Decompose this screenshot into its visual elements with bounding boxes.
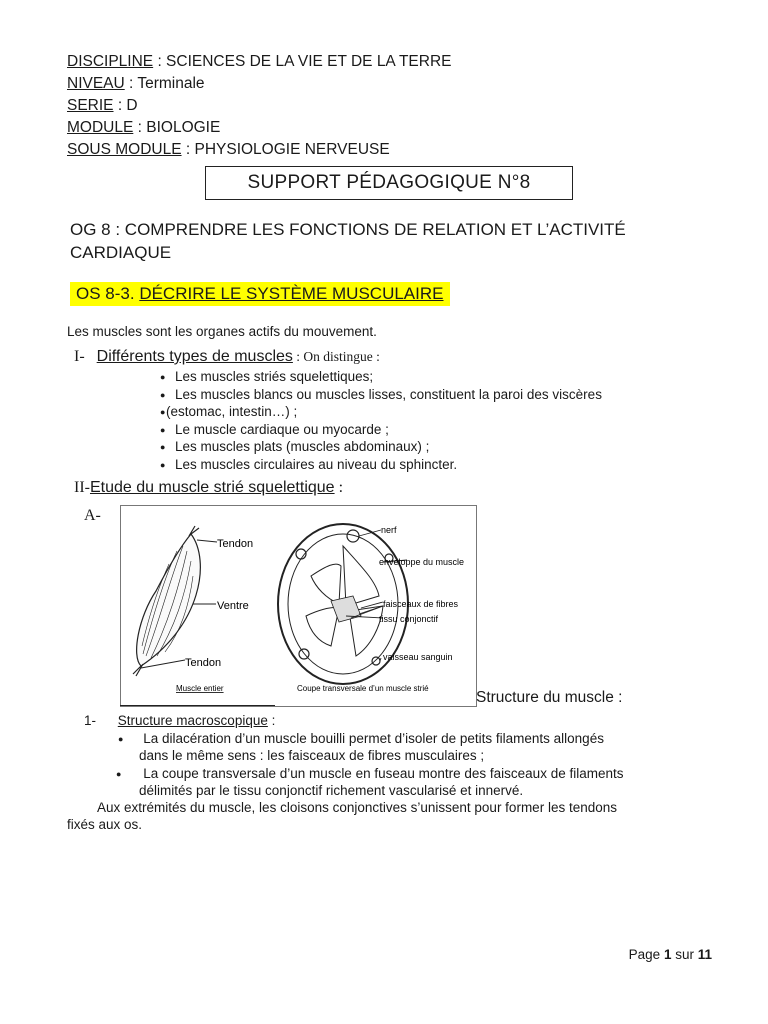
whole-muscle-drawing	[133, 526, 200, 676]
macro-num: 1-	[84, 713, 97, 728]
ventre-label: Ventre	[217, 600, 249, 612]
section2-suffix: :	[334, 479, 344, 496]
section2-title: Etude du muscle strié squelettique	[89, 479, 335, 496]
section1-num: I-	[74, 348, 85, 365]
sub-a-label: A-	[84, 507, 101, 524]
serie-key: SERIE	[67, 97, 114, 114]
niveau-value: : Terminale	[124, 75, 205, 92]
muscle-types-list	[160, 368, 720, 473]
macro-title: Structure macroscopique	[117, 713, 268, 728]
list-item: ● Les muscles circulaires au niveau du sphincter.	[160, 456, 720, 474]
macro-item-2-text: La coupe transversale d’un muscle en fuseau montre des faisceaux de filaments	[143, 766, 624, 781]
tendon-top-label: Tendon	[217, 538, 254, 550]
current-page: 1	[663, 947, 672, 962]
module-value: : BIOLOGIE	[133, 119, 221, 136]
macro-suffix: :	[267, 713, 276, 728]
macro-paragraph-line2: fixés aux os.	[67, 817, 143, 832]
tendon-bottom-label: Tendon	[185, 657, 222, 669]
figure-underline	[120, 705, 275, 706]
sous-module-value: : PHYSIOLOGIE NERVEUSE	[181, 141, 390, 158]
muscle-structure-figure	[120, 505, 477, 707]
section1-title: Différents types de muscles	[96, 348, 293, 365]
os-title-text: DÉCRIRE LE SYSTÈME MUSCULAIRE	[139, 284, 444, 303]
intro-text: Les muscles sont les organes actifs du mouvement.	[67, 324, 377, 339]
discipline-value: : SCIENCES DE LA VIE ET DE LA TERRE	[153, 53, 452, 70]
enveloppe-label: enveloppe du muscle	[379, 557, 465, 567]
vaisseau-label: vaisseau sanguin	[383, 652, 453, 662]
faisceaux-label: faisceaux de fibres	[383, 599, 459, 609]
sous-module-line	[67, 139, 390, 161]
list-item: ● Les muscles plats (muscles abdominaux) ;	[160, 438, 720, 456]
og-title: OG 8 : COMPRENDRE LES FONCTIONS DE RELATION ET L’ACTIVITÉ CARDIAQUE	[70, 220, 626, 262]
bullet: ●	[116, 769, 122, 779]
total-pages: 11	[697, 947, 712, 962]
os-prefix: OS 8-3.	[76, 284, 140, 303]
serie-value: : D	[113, 97, 138, 114]
list-item: ● Les muscles striés squelettiques;	[160, 368, 720, 386]
os-title	[70, 282, 450, 306]
list-item-continuation: ● (estomac, intestin…) ;	[160, 403, 720, 421]
macro-item-1-text: La dilacération d’un muscle bouilli permet d’isoler de petits filaments allongés	[143, 731, 604, 746]
section1-suffix: : On distingue :	[292, 349, 380, 364]
serie-line	[67, 95, 138, 117]
list-item: ● Le muscle cardiaque ou myocarde ;	[160, 421, 720, 439]
support-title-box: SUPPORT PÉDAGOGIQUE N°8	[205, 166, 573, 200]
section2-num: II-	[74, 479, 90, 496]
figure-caption: Structure du muscle :	[476, 689, 623, 706]
discipline-line	[67, 51, 451, 73]
muscle-entier-label: Muscle entier	[176, 684, 224, 693]
macro-heading	[84, 712, 275, 729]
section2-heading	[74, 479, 343, 497]
discipline-key: DISCIPLINE	[67, 53, 154, 70]
section1-heading	[74, 348, 380, 366]
macro-item-1-cont: dans le même sens : les faisceaux de fibres musculaires ;	[139, 748, 485, 763]
page-number: Page 1 sur 11	[628, 947, 712, 962]
tissu-label: tissu conjonctif	[379, 614, 439, 624]
module-key: MODULE	[67, 119, 134, 136]
module-line	[67, 117, 220, 139]
coupe-label: Coupe transversale d’un muscle strié	[297, 684, 429, 693]
bullet: ●	[118, 734, 124, 744]
nerf-label: nerf	[381, 525, 397, 535]
sous-module-key: SOUS MODULE	[67, 141, 182, 158]
muscle-diagram	[121, 506, 476, 706]
niveau-key: NIVEAU	[67, 75, 125, 92]
niveau-line	[67, 73, 205, 95]
list-item: ● Les muscles blancs ou muscles lisses, constituent la paroi des viscères	[160, 386, 720, 404]
macro-paragraph-line1: Aux extrémités du muscle, les cloisons conjonctives s’unissent pour former les tendons	[97, 800, 617, 815]
macro-item-2-cont: délimités par le tissu conjonctif richement vascularisé et innervé.	[139, 783, 524, 798]
